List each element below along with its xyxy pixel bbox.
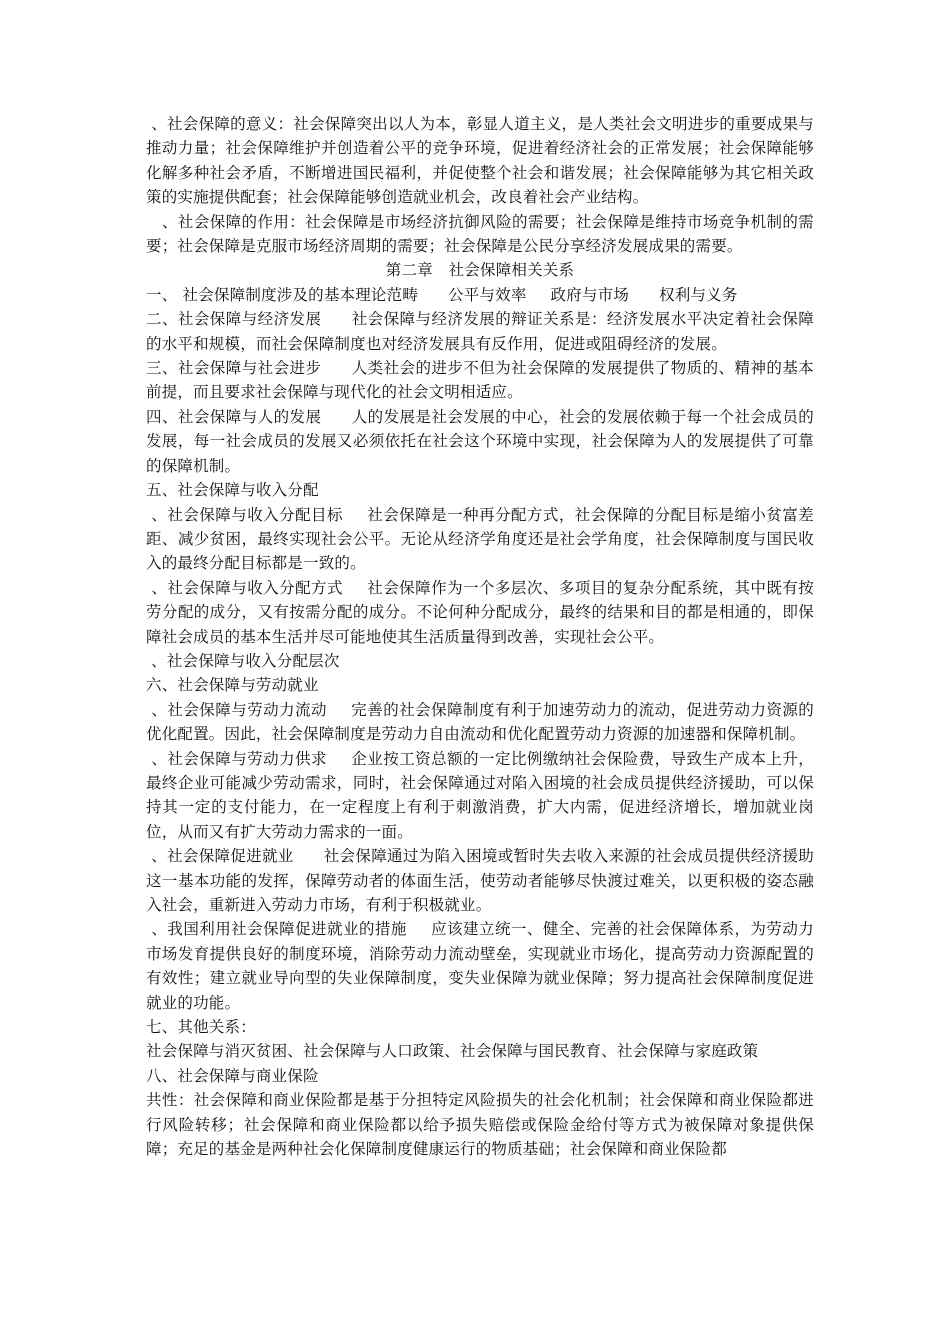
section-6-sub-4-text: 应该建立统一、健全、完善的社会保障体系，为劳动力市场发育提供良好的制度环境，消除劳动力流动壁垒，实现就业市场化，提高劳动力资源配置的有效性；建立就业导向型的失业保障制度，变失业保障为就业保障；努力提高社会保障制度促进就业的功能。 bbox=[146, 920, 814, 1012]
section-4 bbox=[146, 405, 814, 478]
section-3-text: 人类社会的进步不但为社会保障的发展提供了物质的、精神的基本前提，而且要求社会保障与现代化的社会文明相适应。 bbox=[146, 359, 814, 402]
section-6-sub-2-text: 企业按工资总额的一定比例缴纳社会保险费，导致生产成本上升，最终企业可能减少劳动需求，同时，社会保障通过对陷入困境的社会成员提供经济援助，可以保持其一定的支付能力，在一定程度上有利于刺激消费，扩大内需，促进经济增长，增加就业岗位，从而又有扩大劳动力需求的一面。 bbox=[146, 749, 815, 841]
section-7-heading: 七、其他关系： bbox=[146, 1018, 256, 1037]
section-5-sub-3 bbox=[146, 649, 814, 673]
section-5-heading: 五、社会保障与收入分配 bbox=[146, 481, 319, 500]
section-6-sub-2-heading: 、社会保障与劳动力供求 bbox=[151, 749, 328, 768]
section-1 bbox=[146, 283, 814, 307]
section-7-text: 社会保障与消灭贫困、社会保障与人口政策、社会保障与国民教育、社会保障与家庭政策 bbox=[146, 1042, 759, 1061]
section-6-sub-2 bbox=[146, 747, 814, 845]
section-6-sub-3-heading: 、社会保障促进就业 bbox=[151, 847, 294, 866]
chapter-title: 第二章 社会保障相关关系 bbox=[385, 261, 575, 280]
section-8-text: 共性：社会保障和商业保险都是基于分担特定风险损失的社会化机制；社会保障和商业保险都进行风险转移；社会保障和商业保险都以给予损失赔偿或保险金给付等方式为被保障对象提供保障；充足的基金是两种社会化保障制度健康运行的物质基础；社会保障和商业保险都 bbox=[146, 1091, 814, 1159]
section-3 bbox=[146, 356, 814, 405]
section-2 bbox=[146, 307, 814, 356]
section-8-heading: 八、社会保障与商业保险 bbox=[146, 1066, 319, 1085]
section-1-heading: 一、 社会保障制度涉及的基本理论范畴 bbox=[146, 285, 419, 304]
section-3-heading: 三、社会保障与社会进步 bbox=[146, 359, 322, 378]
section-5-sub-2 bbox=[146, 576, 814, 649]
significance-text: 、社会保障的意义：社会保障突出以人为本，彰显人道主义，是人类社会文明进步的重要成果与推动力量；社会保障维护并创造着公平的竞争环境，促进着经济社会的正常发展；社会保障能够化解多种社会矛盾，不断增进国民福利，并促使整个社会和谐发展；社会保障能够为其它相关政策的实施提供配套；社会保障能够创造就业机会，改良着社会产业结构。 bbox=[146, 115, 814, 207]
section-4-text: 人的发展是社会发展的中心，社会的发展依赖于每一个社会成员的发展，每一社会成员的发展又必须依托在社会这个环境中实现，社会保障为人的发展提供了可靠的保障机制。 bbox=[146, 407, 814, 475]
paragraph-significance bbox=[146, 112, 814, 210]
section-6-sub-1-heading: 、社会保障与劳动力流动 bbox=[151, 700, 328, 719]
section-5-sub-1-text: 社会保障是一种再分配方式，社会保障的分配目标是缩小贫富差距、减少贫困，最终实现社会公平。无论从经济学角度还是社会学角度，社会保障制度与国民收入的最终分配目标都是一致的。 bbox=[146, 505, 814, 573]
section-6-sub-4-heading: 、我国利用社会保障促进就业的措施 bbox=[151, 920, 407, 939]
paragraph-function bbox=[146, 210, 814, 259]
section-1-item-2: 政府与市场 bbox=[550, 285, 630, 304]
section-2-heading: 二、社会保障与经济发展 bbox=[146, 310, 322, 329]
section-5-sub-1 bbox=[146, 503, 814, 576]
section-1-item-1: 公平与效率 bbox=[448, 285, 527, 304]
section-6-sub-3 bbox=[146, 844, 814, 917]
section-6-sub-4 bbox=[146, 917, 814, 1015]
section-4-heading: 四、社会保障与人的发展 bbox=[146, 407, 322, 426]
section-5-sub-1-heading: 、社会保障与收入分配目标 bbox=[151, 505, 343, 524]
section-5-sub-3-heading: 、社会保障与收入分配层次 bbox=[151, 651, 340, 670]
section-6-sub-1 bbox=[146, 698, 814, 747]
function-text: 、社会保障的作用：社会保障是市场经济抗御风险的需要；社会保障是维持市场竞争机制的需要；社会保障是克服市场经济周期的需要；社会保障是公民分享经济发展成果的需要。 bbox=[146, 212, 815, 256]
section-6-sub-3-text: 社会保障通过为陷入困境或暂时失去收入来源的社会成员提供经济援助这一基本功能的发挥，保障劳动者的体面生活，使劳动者能够尽快渡过难关，以更积极的姿态融入社会，重新进入劳动力市场，有利于积极就业。 bbox=[146, 847, 814, 914]
section-6-heading: 六、社会保障与劳动就业 bbox=[146, 676, 319, 695]
section-2-text: 社会保障与经济发展的辩证关系是：经济发展水平决定着社会保障的水平和规模，而社会保障制度也对经济发展具有反作用，促进或阻碍经济的发展。 bbox=[146, 310, 814, 353]
section-6-sub-1-text: 完善的社会保障制度有利于加速劳动力的流动，促进劳动力资源的优化配置。因此，社会保障制度是劳动力自由流动和优化配置劳动力资源的加速器和保障机制。 bbox=[146, 700, 815, 744]
document-page bbox=[146, 112, 814, 1161]
section-1-item-3: 权利与义务 bbox=[659, 285, 738, 304]
section-5-sub-2-heading: 、社会保障与收入分配方式 bbox=[151, 578, 343, 597]
section-5-sub-2-text: 社会保障作为一个多层次、多项目的复杂分配系统，其中既有按劳分配的成分，又有按需分配的成分。不论何种分配成分，最终的结果和目的都是相通的，即保障社会成员的基本生活并尽可能地使其生活质量得到改善，实现社会公平。 bbox=[146, 578, 814, 646]
